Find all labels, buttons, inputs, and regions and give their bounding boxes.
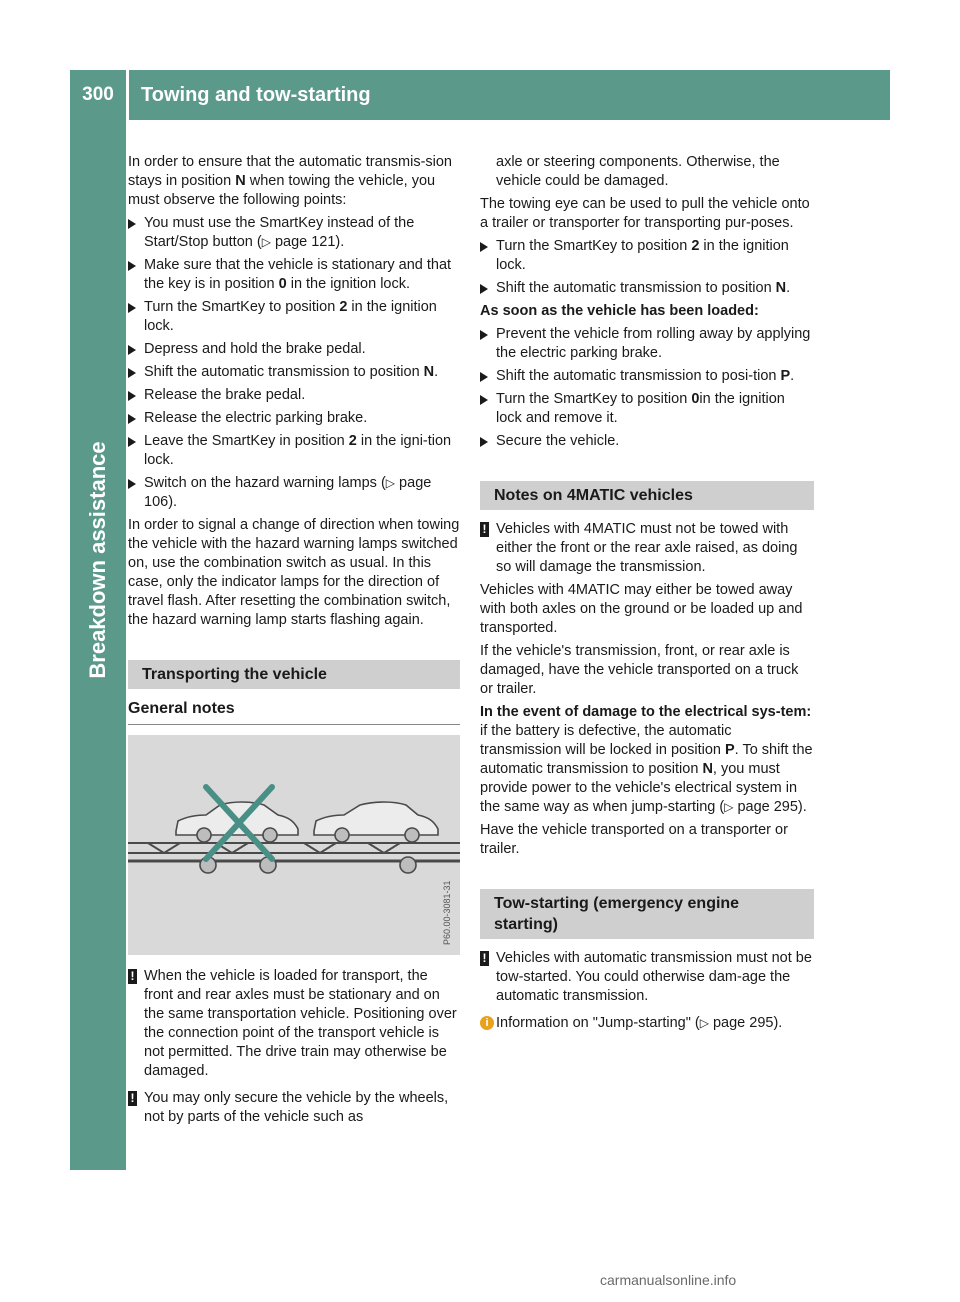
arrow-icon [480, 330, 488, 340]
arrow-icon [128, 414, 136, 424]
page-number: 300 [82, 84, 114, 105]
step-item: Prevent the vehicle from rolling away by applying the electric parking brake. [480, 325, 814, 363]
page-ref-link[interactable]: page 295). [733, 799, 807, 815]
warning-note: ! When the vehicle is loaded for transport, the front and rear axles must be stationary and on the same transportation vehicle. Positioning over the connection point of the transport vehicle is not permitted. The drive train may otherwise be damaged. [128, 967, 460, 1081]
info-icon: i [480, 1016, 494, 1030]
step-item: Release the electric parking brake. [128, 409, 460, 428]
footer-watermark: carmanualsonline.info [600, 1272, 737, 1288]
step-item: Shift the automatic transmission to position N. [128, 363, 460, 382]
arrow-icon [128, 479, 136, 489]
warning-icon: ! [128, 969, 137, 984]
page-title: Towing and tow-starting [141, 83, 371, 106]
warning-note: ! Vehicles with 4MATIC must not be towed with either the front or the rear axle raised, as doing so will damage the transmission. [480, 520, 814, 577]
page-ref-icon: ▷ [724, 800, 734, 814]
warning-note: ! Vehicles with automatic transmission must not be tow-started. You could otherwise dam-age the automatic transmission. [480, 949, 814, 1006]
step-item: Shift the automatic transmission to position N. [480, 279, 814, 298]
arrow-icon [128, 368, 136, 378]
side-tab-label: Breakdown assistance [85, 441, 110, 679]
warning-icon: ! [480, 951, 489, 966]
transport-illustration [128, 735, 460, 955]
warning-icon: ! [128, 1091, 137, 1106]
page-ref-icon: ▷ [699, 1016, 709, 1030]
arrow-icon [128, 261, 136, 271]
4matic-paragraph: Vehicles with 4MATIC may either be towed away with both axles on the ground or be loaded up and transported. [480, 582, 803, 636]
step-item: Leave the SmartKey in position 2 in the igni-tion lock. [128, 432, 460, 470]
step-item: Turn the SmartKey to position 0in the ignition lock and remove it. [480, 390, 814, 428]
electrical-paragraph: In the event of damage to the electrical sys-tem: if the battery is defective, the automatic transmission will be locked in position P. To shift the automatic transmission to position N, you must provide power to the vehicle's electrical system in the same way as when jump-starting (▷ page 295). [480, 704, 813, 815]
section-heading-tow-starting: Tow-starting (emergency engine starting) [480, 889, 814, 939]
info-note: i Information on "Jump-starting" (▷ page 295). [480, 1014, 814, 1033]
page-ref-link[interactable]: page 295). [708, 1015, 783, 1031]
warning-note: ! You may only secure the vehicle by the wheels, not by parts of the vehicle such as [128, 1089, 460, 1127]
intro-paragraph: In order to ensure that the automatic transmis-sion stays in position N when towing the vehicle, you must observe the following points: [128, 154, 452, 208]
page-ref-icon: ▷ [261, 235, 271, 249]
arrow-icon [128, 345, 136, 355]
subheading-general-notes: General notes [128, 699, 460, 725]
towing-eye-paragraph: The towing eye can be used to pull the vehicle onto a trailer or transporter for transporting pur-poses. [480, 196, 810, 231]
section-heading-transport: Transporting the vehicle [128, 660, 460, 689]
warning-icon: ! [480, 522, 489, 537]
arrow-icon [480, 242, 488, 252]
continued-text: axle or steering components. Otherwise, the vehicle could be damaged. [496, 154, 780, 189]
figure-code: P60.00-3081-31 [442, 880, 452, 945]
header-divider [126, 70, 129, 120]
step-item: Depress and hold the brake pedal. [128, 340, 460, 359]
4matic-paragraph: If the vehicle's transmission, front, or rear axle is damaged, have the vehicle transported on a truck or trailer. [480, 643, 799, 697]
arrow-icon [128, 303, 136, 313]
page-ref-icon: ▷ [385, 476, 396, 490]
step-item: Release the brake pedal. [128, 386, 460, 405]
step-item: Make sure that the vehicle is stationary and that the key is in position 0 in the ignition lock. [128, 256, 460, 294]
step-item: Shift the automatic transmission to posi-tion P. [480, 367, 814, 386]
arrow-icon [128, 391, 136, 401]
transporter-paragraph: Have the vehicle transported on a transporter or trailer. [480, 822, 788, 857]
side-tab-marker [70, 1108, 126, 1170]
arrow-icon [480, 284, 488, 294]
right-column [480, 153, 814, 1037]
transport-diagram [128, 735, 460, 955]
step-item: Turn the SmartKey to position 2 in the ignition lock. [128, 298, 460, 336]
arrow-icon [128, 437, 136, 447]
step-item: Turn the SmartKey to position 2 in the ignition lock. [480, 237, 814, 275]
page-ref-link[interactable]: page 106). [144, 475, 432, 510]
left-column [128, 153, 460, 1131]
signal-paragraph: In order to signal a change of direction when towing the vehicle with the hazard warning lamps switched on, use the combination switch as usual. In this case, only the indicator lamps for the direction of travel flash. After resetting the combination switch, the hazard warning lamp starts flashing again. [128, 517, 460, 628]
arrow-icon [480, 437, 488, 447]
arrow-icon [480, 372, 488, 382]
arrow-icon [480, 395, 488, 405]
arrow-icon [128, 219, 136, 229]
section-heading-4matic: Notes on 4MATIC vehicles [480, 481, 814, 510]
step-item: Secure the vehicle. [480, 432, 814, 451]
step-item: Switch on the hazard warning lamps (▷ page 106). [128, 474, 460, 512]
page-ref-link[interactable]: page 121). [270, 234, 345, 250]
step-item: You must use the SmartKey instead of the Start/Stop button (▷ page 121). [128, 214, 460, 252]
loaded-heading: As soon as the vehicle has been loaded: [480, 303, 759, 319]
